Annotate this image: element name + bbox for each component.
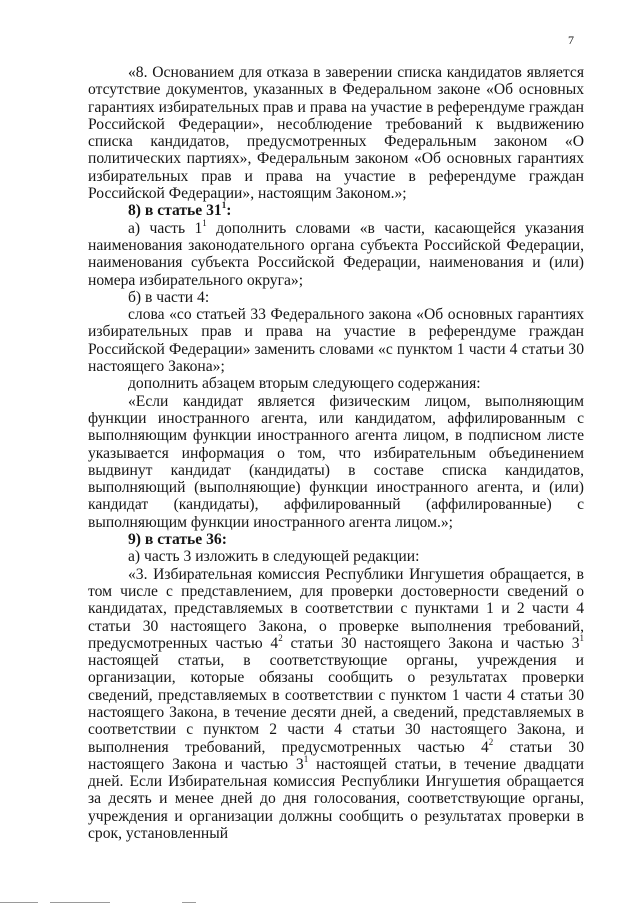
document-body	[88, 64, 584, 842]
paragraph-replace-words: слова «со статьей 33 Федерального закона «Об основных гарантиях избирательных прав и права на участие в референдуме граждан Российской Федерации» заменить словами «с пунктом 1 части 4 статьи 30 настоящего Закона»;	[88, 306, 584, 376]
text-segment: настоящей статьи, в течение двадцати дней. Если Избирательная комиссия Республики Ингушетия обращается за десять и менее дней до дня голосования, соответствующие органы, учреждения и организации должны сообщить о результатах проверки в срок, установленный	[88, 755, 585, 843]
heading-article-36: 9) в статье 36:	[128, 531, 227, 549]
text-segment: «3. Избирательная комиссия Республики Ингушетия обращается, в том числе с представлением, для проверки достоверности сведений о кандидатах, представляемых в соответствии с пунктами 1 и 2 части 4 статьи 30 настоящего Закона, о проверке выполнения требований, предусмотренных частью 4	[88, 565, 584, 652]
superscript: 2	[488, 736, 494, 747]
text-segment: настоящей статьи, в соответствующие органы, учреждения и организации, которые обязаны сообщить о результатах проверки сведений, представляемых в соответствии с пунктом 1 части 4 статьи 30 настоящего Закона, в течение десяти дней, а сведений, представляемых в соответствии с пунктом 2 части 4 статьи 30 настоящего Закона, и выполнения требований, предусмотренных частью 4	[88, 652, 584, 756]
superscript: 1	[221, 200, 227, 211]
paragraph-add-second-paragraph: дополнить абзацем вторым следующего содержания:	[128, 375, 481, 393]
superscript: 1	[202, 217, 207, 228]
page-number: 7	[568, 33, 574, 47]
heading-colon: :	[226, 202, 232, 220]
heading-article-31-1	[88, 202, 584, 219]
paragraph-item-a-start: а) часть 1	[128, 219, 203, 237]
text-segment: статьи 30 настоящего Закона и частью 3	[88, 738, 584, 773]
paragraph-item-a	[88, 217, 584, 289]
superscript: 1	[303, 753, 309, 764]
paragraph-foreign-agent: «Если кандидат является физическим лицом, выполняющим функции иностранного агента, или кандидатом, аффилированным с выполняющим функции иностранного агента лицом, в подписном листе указывается информация о том, что избирательным объединением выдвинут кандидат (кандидаты) в составе списка кандидатов, выполняющий (выполняющие) функции иностранного агента, и (или) кандидат (кандидаты), аффилированный (аффилированные) с выполняющим функции иностранного агента лицом.»;	[88, 392, 584, 531]
text-segment: статьи 30 настоящего Закона и частью 3	[282, 634, 580, 652]
paragraph-clause-8: «8. Основанием для отказа в заверении списка кандидатов является отсутствие документов, указанных в Федеральном законе «Об основных гарантиях избирательных прав и права на участие в референдуме граждан Российской Федерации», несоблюдение требований к выдвижению списка кандидатов, предусмотренных Федеральным законом «О политических партиях», Федеральным законом «Об основных гарантиях избирательных прав и права на участие в референдуме граждан Российской Федерации», настоящим Законом.»;	[88, 64, 584, 203]
scan-mark	[182, 902, 196, 903]
paragraph-part-3-edit: а) часть 3 изложить в следующей редакции:	[128, 548, 420, 566]
scan-mark	[50, 902, 110, 903]
superscript: 1	[579, 632, 584, 643]
paragraph-item-a-end: дополнить словами «в части, касающейся указания наименования законодательного органа субъекта Российской Федерации, наименования субъекта Российской Федерации, наименования и (или) номера избирательного округа»;	[88, 219, 584, 289]
heading-article-31-1-text: 8) в статье 31	[128, 202, 222, 220]
paragraph-part-3-text	[88, 566, 584, 843]
paragraph-item-b: б) в части 4:	[128, 288, 210, 306]
scan-mark	[0, 902, 38, 903]
superscript: 2	[278, 632, 283, 643]
